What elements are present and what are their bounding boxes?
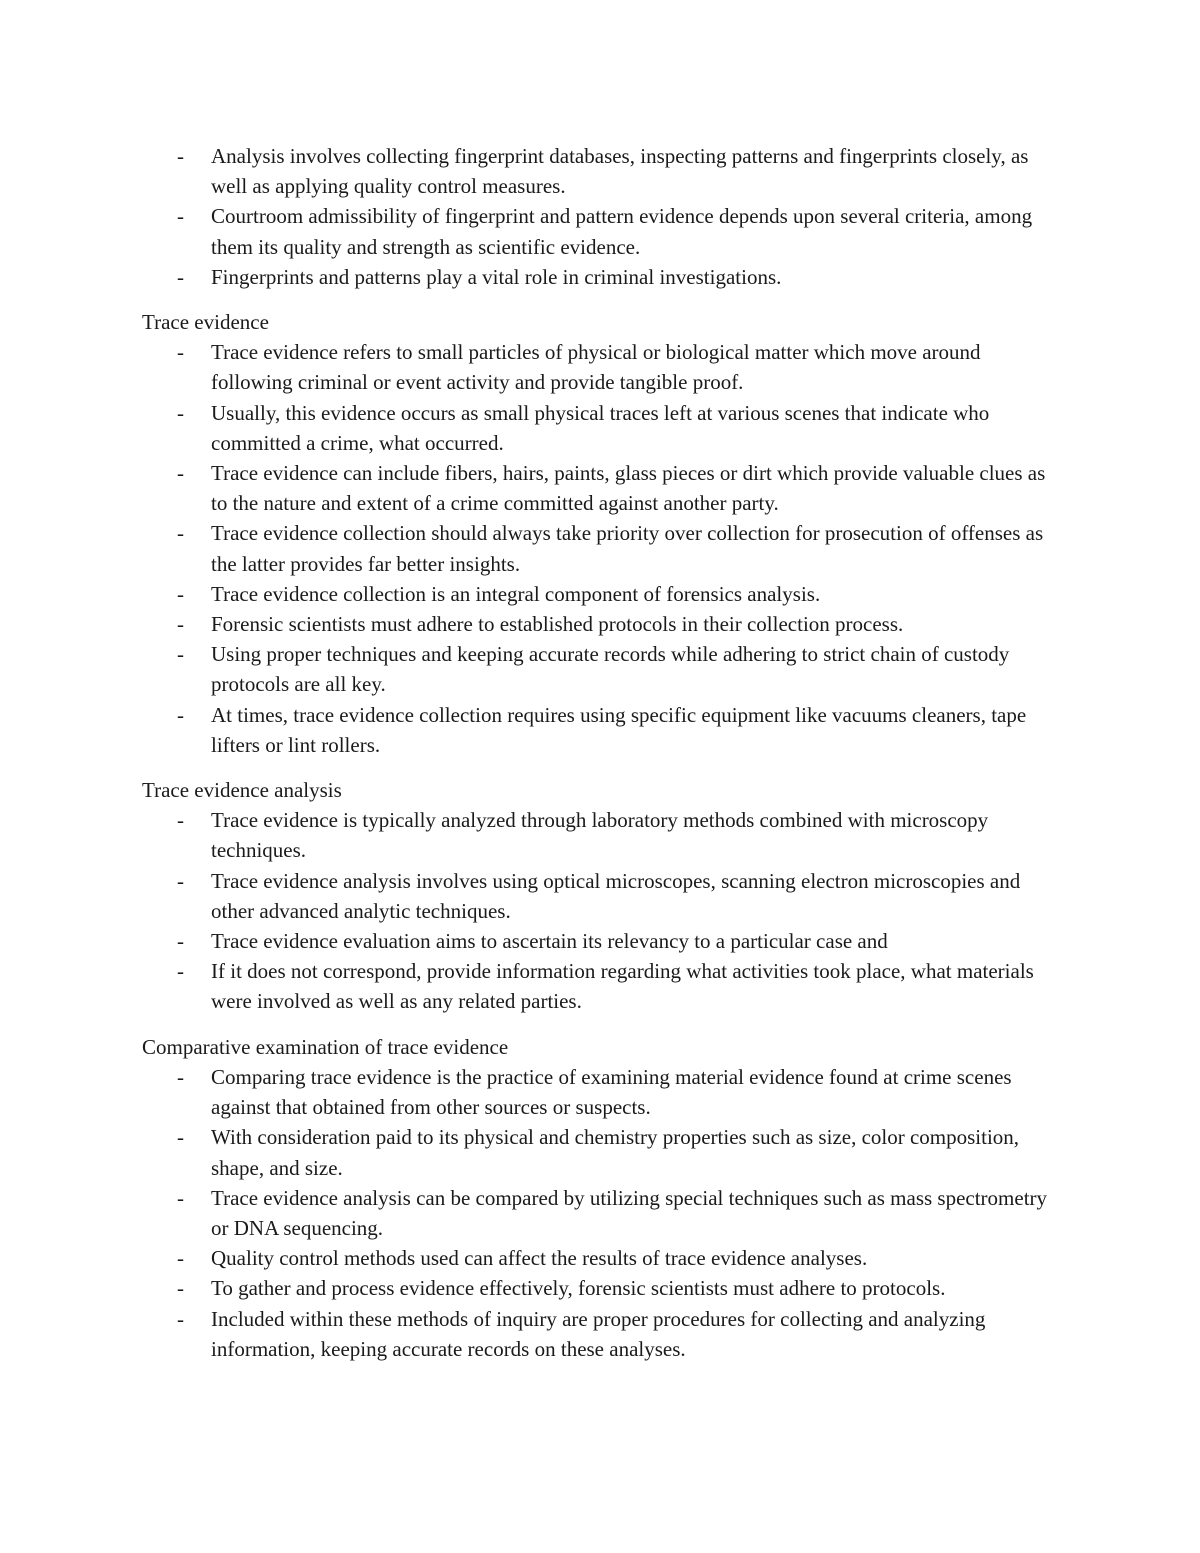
list-item-text: Trace evidence analysis can be compared by utilizing special techniques such as mass spectrometry or DNA sequencing.	[211, 1185, 1048, 1240]
list-item	[142, 337, 1057, 397]
list-item-text: Trace evidence is typically analyzed through laboratory methods combined with microscopy techniques.	[211, 808, 989, 863]
list-item	[142, 1304, 1057, 1364]
bullet-dash: -	[177, 264, 184, 289]
list-item-text: Comparing trace evidence is the practice of examining material evidence found at crime scenes against that obtained from other sources or suspects.	[211, 1064, 1012, 1120]
bullet-dash: -	[177, 581, 184, 606]
bullet-dash: -	[177, 1246, 184, 1271]
list-item-text: Included within these methods of inquiry are proper procedures for collecting and analyzing information, keeping accurate records on these analyses.	[211, 1306, 986, 1361]
list-item-text: Using proper techniques and keeping accurate records while adhering to strict chain of custody protocols are all key.	[211, 642, 1010, 697]
bullet-dash: -	[177, 461, 184, 486]
bullet-dash: -	[177, 612, 184, 637]
list-item-text: At times, trace evidence collection requires using specific equipment like vacuums cleaners, tape lifters or lint rollers.	[211, 702, 1027, 757]
list-item-text: Analysis involves collecting fingerprint databases, inspecting patterns and fingerprints closely, as well as applying quality control measures.	[211, 144, 1029, 199]
bullet-dash: -	[177, 1276, 184, 1301]
bullet-dash: -	[177, 521, 184, 546]
bullet-dash: -	[177, 868, 184, 893]
list-item	[142, 700, 1057, 760]
section-heading-comparative-examination: Comparative examination of trace evidence	[142, 1034, 509, 1059]
bullet-dash: -	[177, 808, 184, 833]
list-item	[142, 1062, 1057, 1122]
bullet-dash: -	[177, 400, 184, 425]
list-item-text: If it does not correspond, provide information regarding what activities took place, what materials were involved as well as any related parties.	[211, 959, 1034, 1014]
document-content	[142, 141, 1057, 1364]
list-item-text: Trace evidence analysis involves using optical microscopes, scanning electron microscopies and other advanced analytic techniques.	[211, 868, 1021, 923]
list-item-text: With consideration paid to its physical and chemistry properties such as size, color composition, shape, and size.	[211, 1125, 1020, 1180]
list-item	[142, 262, 1057, 292]
list-item	[142, 398, 1057, 458]
list-item	[142, 458, 1057, 518]
bullet-dash: -	[177, 340, 184, 365]
list-item	[142, 926, 1057, 956]
list-item	[142, 956, 1057, 1016]
list-item-text: Fingerprints and patterns play a vital role in criminal investigations.	[211, 264, 782, 289]
list-item	[142, 805, 1057, 865]
list-item	[142, 141, 1057, 201]
comparative-examination-bullet-list	[142, 1062, 1057, 1364]
bullet-dash: -	[177, 929, 184, 954]
bullet-dash: -	[177, 1125, 184, 1150]
trace-evidence-bullet-list	[142, 337, 1057, 760]
bullet-dash: -	[177, 1306, 184, 1331]
list-item	[142, 201, 1057, 261]
list-item	[142, 866, 1057, 926]
section-heading-trace-evidence-analysis: Trace evidence analysis	[142, 778, 342, 803]
list-item-text: Forensic scientists must adhere to established protocols in their collection process.	[211, 612, 904, 637]
bullet-dash: -	[177, 642, 184, 667]
trace-evidence-analysis-bullet-list	[142, 805, 1057, 1016]
list-item	[142, 1273, 1057, 1303]
list-item-text: Trace evidence can include fibers, hairs, paints, glass pieces or dirt which provide valuable clues as to the nature and extent of a crime committed against another party.	[211, 461, 1046, 516]
bullet-dash: -	[177, 1185, 184, 1210]
bullet-dash: -	[177, 959, 184, 984]
list-item-text: Trace evidence collection is an integral component of forensics analysis.	[211, 581, 821, 606]
list-item	[142, 1122, 1057, 1182]
list-item	[142, 518, 1057, 578]
list-item-text: Trace evidence evaluation aims to ascertain its relevancy to a particular case and	[211, 929, 888, 954]
section-heading-trace-evidence: Trace evidence	[142, 310, 269, 335]
intro-bullet-list	[142, 141, 1057, 292]
bullet-dash: -	[177, 204, 184, 229]
bullet-dash: -	[177, 1064, 184, 1089]
list-item	[142, 1183, 1057, 1243]
list-item-text: Courtroom admissibility of fingerprint and pattern evidence depends upon several criteria, among them its quality and strength as scientific evidence.	[211, 204, 1033, 259]
list-item-text: Trace evidence refers to small particles of physical or biological matter which move around following criminal or event activity and provide tangible proof.	[211, 340, 981, 395]
list-item-text: To gather and process evidence effectively, forensic scientists must adhere to protocols.	[211, 1276, 946, 1301]
list-item-text: Quality control methods used can affect the results of trace evidence analyses.	[211, 1246, 868, 1271]
list-item	[142, 639, 1057, 699]
list-item-text: Trace evidence collection should always take priority over collection for prosecution of offenses as the latter provides far better insights.	[211, 521, 1044, 576]
bullet-dash: -	[177, 144, 184, 168]
list-item	[142, 1243, 1057, 1273]
list-item-text: Usually, this evidence occurs as small physical traces left at various scenes that indicate who committed a crime, what occurred.	[211, 400, 990, 455]
bullet-dash: -	[177, 702, 184, 727]
list-item	[142, 579, 1057, 609]
list-item	[142, 609, 1057, 639]
